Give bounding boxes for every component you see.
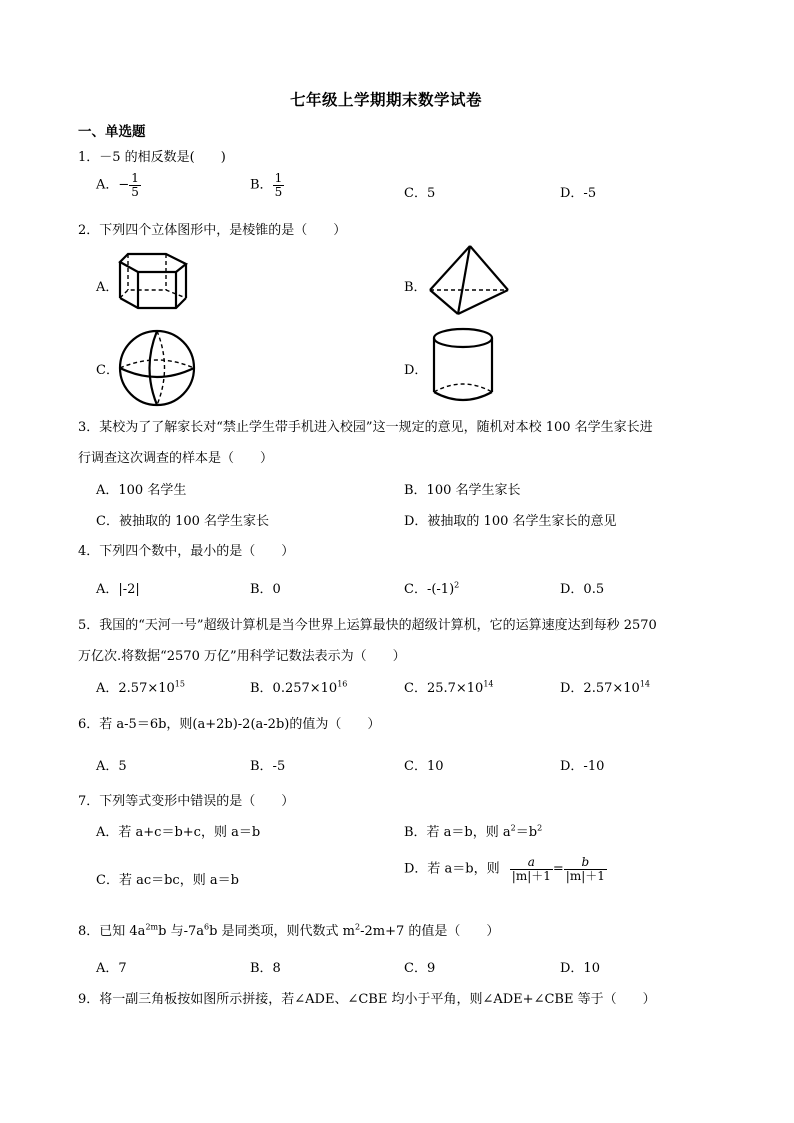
q7-option-d <box>404 856 607 882</box>
q7-option-b <box>404 821 542 840</box>
q4-option-b: B．0 <box>250 582 281 597</box>
numerator: a <box>510 856 553 870</box>
numerator: b <box>564 856 607 870</box>
numerator: 1 <box>274 171 283 185</box>
denominator: |m|＋1 <box>565 868 605 883</box>
fraction <box>129 172 141 198</box>
q4-option-d: D．0.5 <box>560 582 605 597</box>
stem-text: b 与-7a <box>158 924 204 939</box>
exponent: 2 <box>355 922 361 932</box>
exponent: 14 <box>483 679 494 689</box>
q3-option-b: B．100 名学生家长 <box>404 483 521 498</box>
question-6-stem: 6．若 a-5＝6b，则(a+2b)-2(a-2b)的值为（ ） <box>78 717 381 732</box>
exponent: 2m <box>145 922 159 932</box>
q7-option-a: A．若 a+c＝b+c，则 a＝b <box>96 825 261 840</box>
stem-text: b 是同类项，则代数式 m <box>209 924 356 939</box>
denominator: 5 <box>131 184 139 199</box>
cylinder-icon <box>430 326 496 404</box>
question-9-stem: 9．将一副三角板按如图所示拼接，若∠ADE、∠CBE 均小于平角，则∠ADE+∠CBE 等于（ ） <box>78 992 656 1007</box>
question-3-stem-line2: 行调查这次调查的样本是（ ） <box>78 451 274 466</box>
q7-option-c: C．若 ac＝bc，则 a＝b <box>96 873 239 888</box>
exponent: 2 <box>454 580 460 590</box>
q1-option-b <box>250 172 284 198</box>
option-text: B．0.257×10 <box>250 681 338 696</box>
question-1-stem: 1．－5 的相反数是( ) <box>78 150 226 165</box>
option-label: A． <box>96 177 119 193</box>
option-text: A．2.57×10 <box>96 681 175 696</box>
fraction <box>273 172 285 198</box>
section-heading: 一、单选题 <box>78 124 146 140</box>
q4-option-c <box>404 578 459 597</box>
exponent: 2 <box>537 823 543 833</box>
stem-text: -2m+7 的值是（ ） <box>360 924 500 939</box>
q2-option-a: A． <box>96 280 119 295</box>
question-2-stem: 2．下列四个立体图形中，是棱锥的是（ ） <box>78 223 347 238</box>
option-text: C．-(-1) <box>404 582 455 597</box>
hexagonal-prism-icon <box>118 248 196 314</box>
exponent: 15 <box>174 679 185 689</box>
question-8-stem <box>78 920 499 939</box>
q8-option-c: C．9 <box>404 961 436 976</box>
option-label: B． <box>250 177 273 193</box>
q8-option-d: D．10 <box>560 961 600 976</box>
q5-option-d <box>560 677 650 696</box>
page-title: 七年级上学期期末数学试卷 <box>290 90 483 109</box>
denominator: 5 <box>274 184 283 199</box>
q3-option-a: A．100 名学生 <box>96 483 187 498</box>
q2-option-b: B． <box>404 280 427 295</box>
option-text: D．若 a＝b，则 <box>404 861 500 877</box>
q1-option-a <box>96 172 141 198</box>
question-4-stem: 4．下列四个数中，最小的是（ ） <box>78 544 295 559</box>
option-text: C．25.7×10 <box>404 681 484 696</box>
fraction <box>564 856 607 882</box>
q8-option-a: A．7 <box>96 961 127 976</box>
stem-text: 8．已知 4a <box>78 924 146 939</box>
triangular-pyramid-icon <box>426 244 512 318</box>
option-text: D．2.57×10 <box>560 681 640 696</box>
q5-option-a <box>96 677 185 696</box>
numerator: 1 <box>131 171 139 185</box>
exponent: 2 <box>510 823 516 833</box>
question-7-stem: 7．下列等式变形中错误的是（ ） <box>78 794 295 809</box>
q2-option-d: D． <box>404 363 428 378</box>
exponent: 14 <box>639 679 650 689</box>
q6-option-c: C．10 <box>404 759 444 774</box>
question-5-stem-line1: 5．我国的“天河一号”超级计算机是当今世界上运算最快的超级计算机，它的运算速度达到每秒 2570 <box>78 618 657 633</box>
equals-sign: = <box>552 861 564 877</box>
q6-option-d: D．-10 <box>560 759 605 774</box>
q3-option-c: C．被抽取的 100 名学生家长 <box>96 514 270 529</box>
question-3-stem-line1: 3．某校为了了解家长对“禁止学生带手机进入校园”这一规定的意见，随机对本校 100 名学生家长进 <box>78 420 653 435</box>
option-text: B．若 a＝b，则 a <box>404 825 511 840</box>
q8-option-b: B．8 <box>250 961 281 976</box>
exponent: 16 <box>337 679 348 689</box>
q5-option-b <box>250 677 347 696</box>
q1-option-c: C．5 <box>404 186 436 201</box>
q5-option-c <box>404 677 494 696</box>
option-text: ＝b <box>515 825 538 840</box>
question-5-stem-line2: 万亿次.将数据“2570 万亿”用科学记数法表示为（ ） <box>78 649 406 664</box>
q6-option-a: A．5 <box>96 759 127 774</box>
q2-option-c: C． <box>96 363 119 378</box>
exponent: 6 <box>204 922 210 932</box>
fraction <box>510 856 553 882</box>
q1-option-d: D．-5 <box>560 186 597 201</box>
q3-option-d: D．被抽取的 100 名学生家长的意见 <box>404 514 617 529</box>
sphere-icon <box>116 328 198 408</box>
q6-option-b: B．-5 <box>250 759 286 774</box>
q4-option-a: A．|-2| <box>96 582 140 597</box>
minus-sign: − <box>118 177 130 193</box>
denominator: |m|＋1 <box>511 868 551 883</box>
